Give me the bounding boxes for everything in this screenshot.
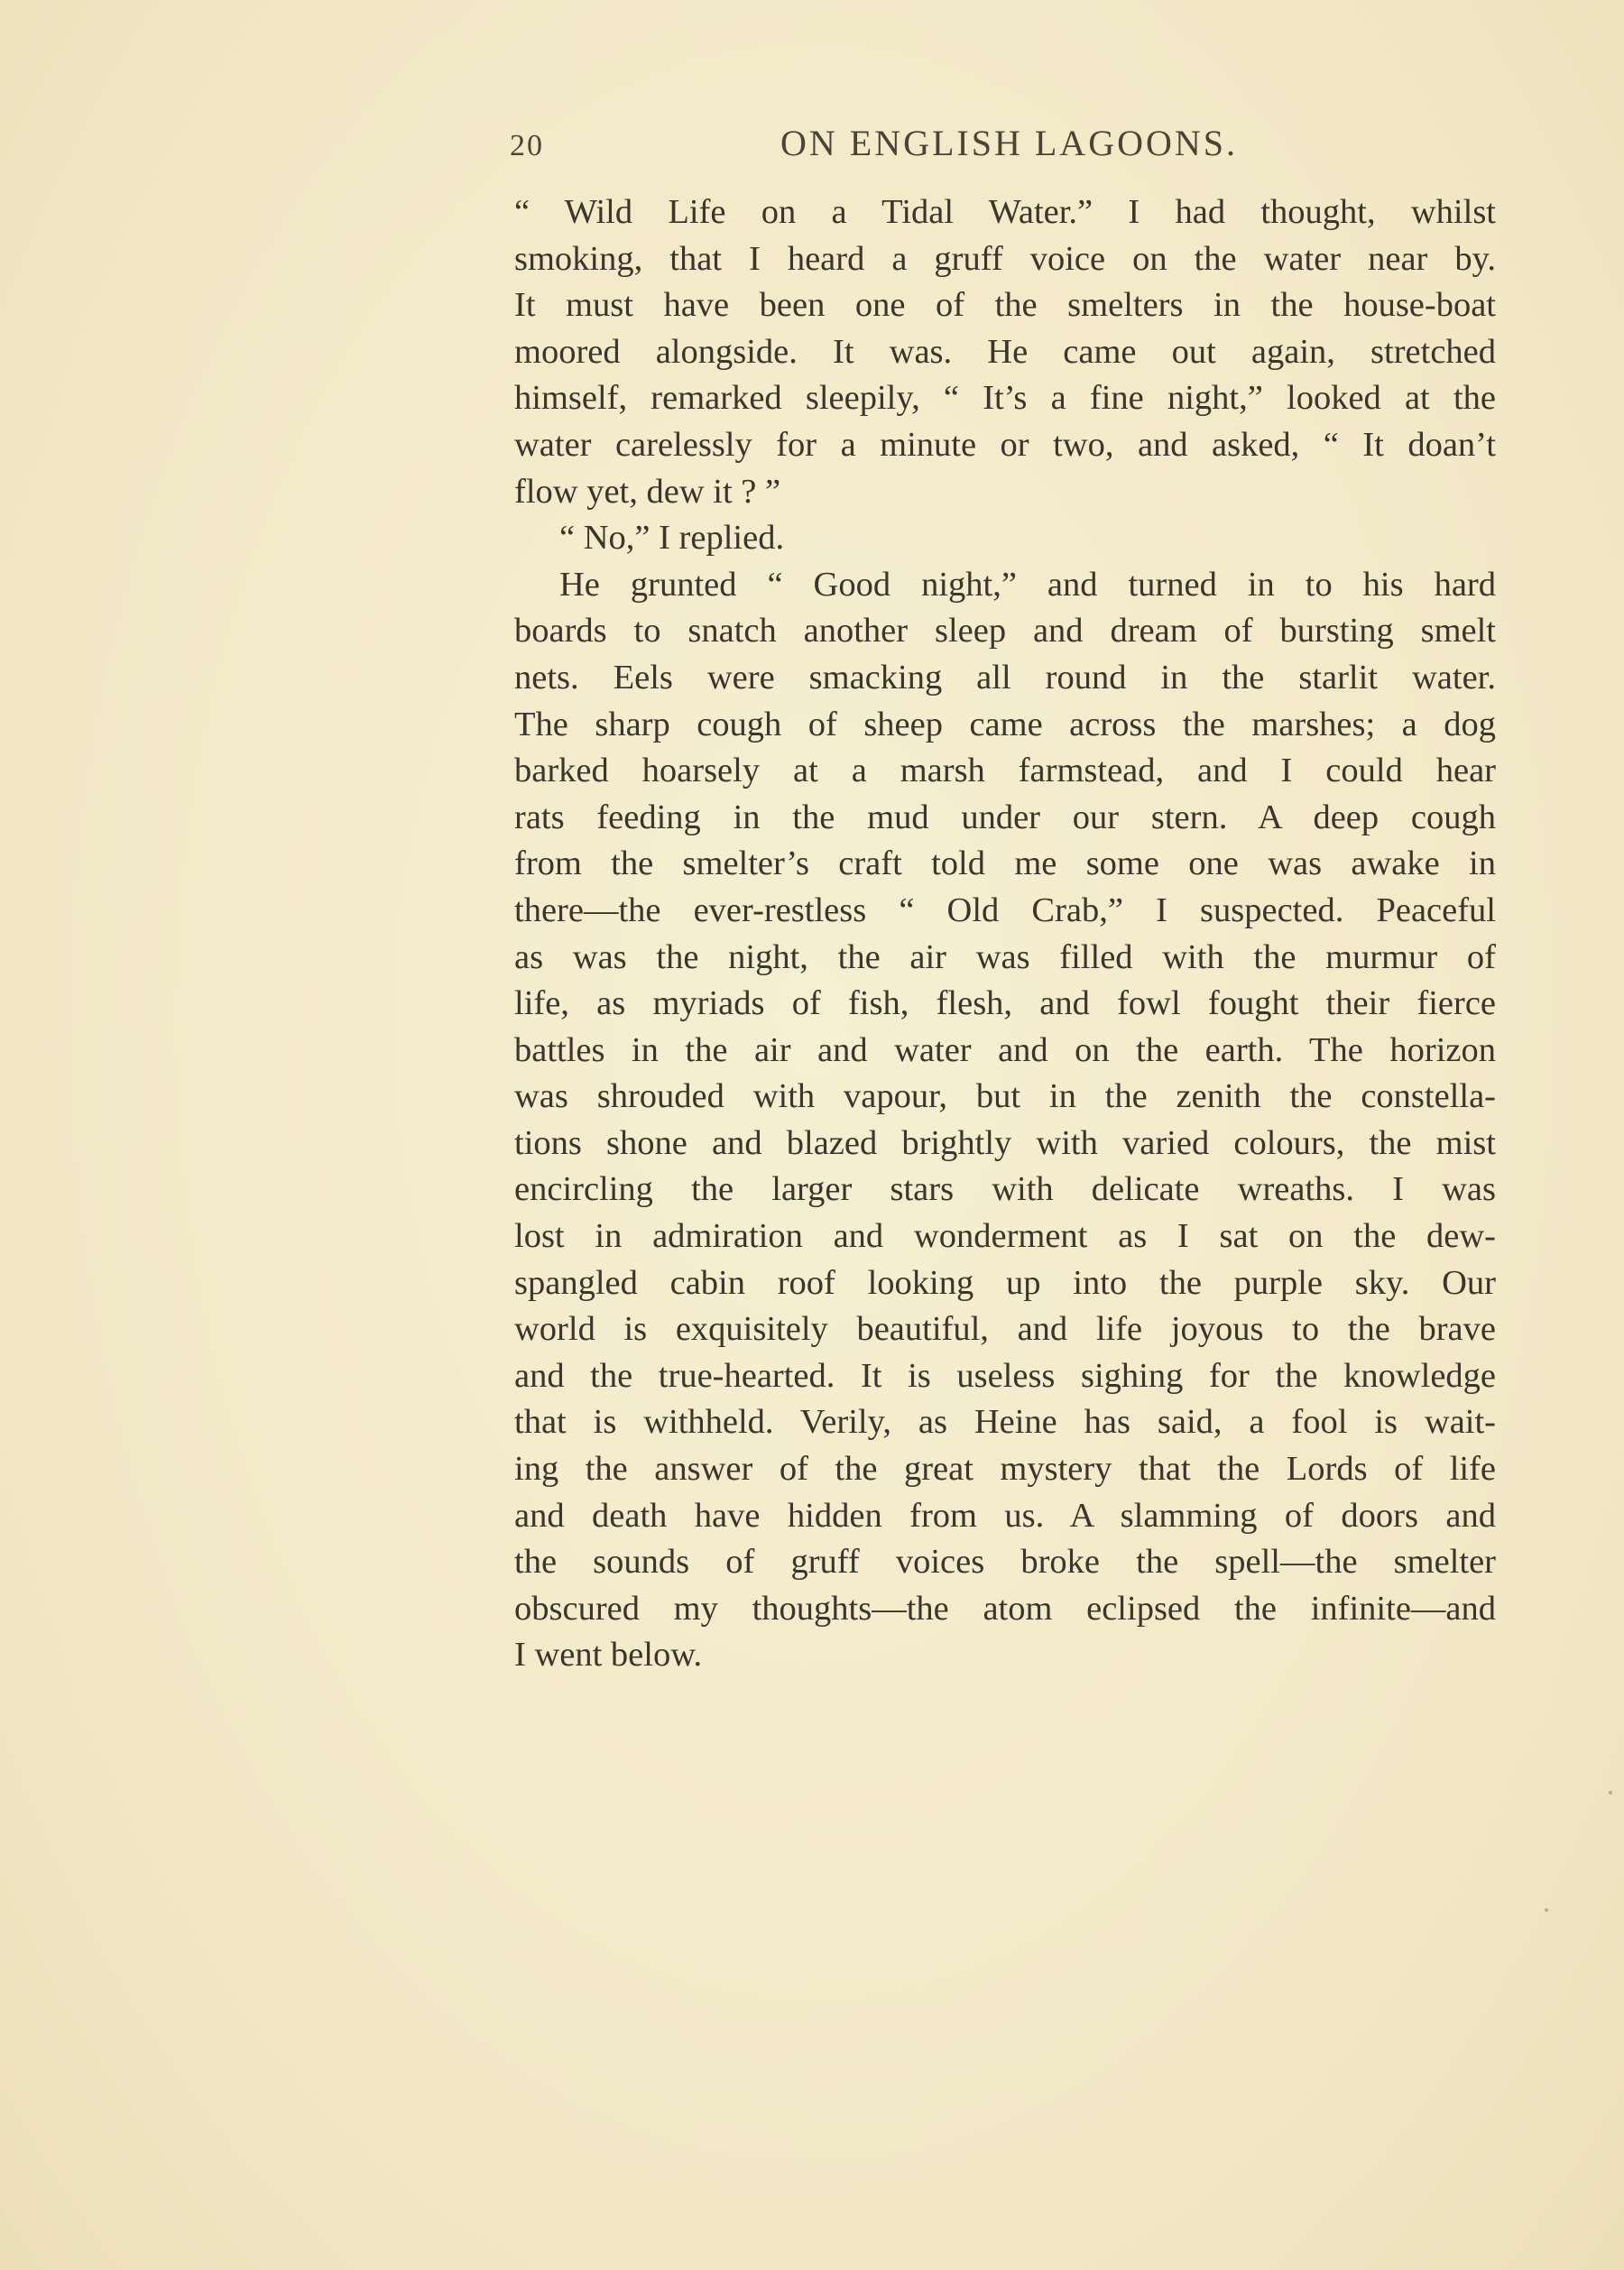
text-line: as was the night, the air was filled with the murmur of: [514, 937, 1496, 976]
text-line: boards to snatch another sleep and dream of bursting smelt: [514, 612, 1496, 651]
text-line: that is withheld. Verily, as Heine has said, a fool is wait-: [514, 1403, 1496, 1442]
text-line: encircling the larger stars with delicate wreaths. I was: [514, 1170, 1496, 1209]
body-text: [514, 189, 1496, 1679]
text-line: obscured my thoughts—the atom eclipsed the infinite—and: [514, 1589, 1496, 1628]
text-line: himself, remarked sleepily, “ It’s a fine night,” looked at the: [514, 379, 1496, 418]
text-line: rats feeding in the mud under our stern. A deep cough: [514, 798, 1496, 836]
paper-speck: [1545, 1908, 1548, 1912]
text-line: ing the answer of the great mystery that the Lords of life: [514, 1450, 1496, 1489]
text-line: tions shone and blazed brightly with varied colours, the mist: [514, 1123, 1496, 1162]
text-line: battles in the air and water and on the earth. The horizon: [514, 1030, 1496, 1069]
paper-speck: [1609, 1791, 1612, 1795]
text-line: moored alongside. It was. He came out again, stretched: [514, 332, 1496, 371]
text-line: spangled cabin roof looking up into the purple sky. Our: [514, 1263, 1496, 1302]
text-line: lost in admiration and wonderment as I sat on the dew-: [514, 1217, 1496, 1256]
text-line: life, as myriads of fish, flesh, and fowl fought their fierce: [514, 984, 1496, 1023]
text-line: I went below.: [514, 1636, 703, 1675]
text-line: flow yet, dew it ? ”: [514, 472, 781, 511]
text-line: from the smelter’s craft told me some one was awake in: [514, 844, 1496, 883]
text-line: water carelessly for a minute or two, and asked, “ It doan’t: [514, 425, 1496, 464]
page-number: 20: [510, 129, 544, 162]
text-line: “ No,” I replied.: [559, 519, 785, 558]
text-line: was shrouded with vapour, but in the zenith the constella-: [514, 1077, 1496, 1116]
text-line: He grunted “ Good night,” and turned in to his hard: [559, 565, 1496, 604]
page-header: [510, 122, 1493, 176]
text-line: and death have hidden from us. A slamming of doors and: [514, 1496, 1496, 1535]
text-line: barked hoarsely at a marsh farmstead, and I could hear: [514, 752, 1496, 790]
text-line: there—the ever-restless “ Old Crab,” I suspected. Peaceful: [514, 890, 1496, 929]
text-line: It must have been one of the smelters in the house-boat: [514, 286, 1496, 325]
text-line: nets. Eels were smacking all round in the starlit water.: [514, 658, 1496, 697]
text-line: The sharp cough of sheep came across the marshes; a dog: [514, 705, 1496, 743]
text-line: smoking, that I heard a gruff voice on the water near by.: [514, 239, 1496, 278]
text-line: and the true-hearted. It is useless sighing for the knowledge: [514, 1356, 1496, 1395]
text-line: world is exquisitely beautiful, and life joyous to the brave: [514, 1310, 1496, 1349]
text-line: the sounds of gruff voices broke the spell—the smelter: [514, 1543, 1496, 1582]
text-line: “ Wild Life on a Tidal Water.” I had thought, whilst: [514, 193, 1496, 231]
running-head: ON ENGLISH LAGOONS.: [780, 123, 1238, 163]
